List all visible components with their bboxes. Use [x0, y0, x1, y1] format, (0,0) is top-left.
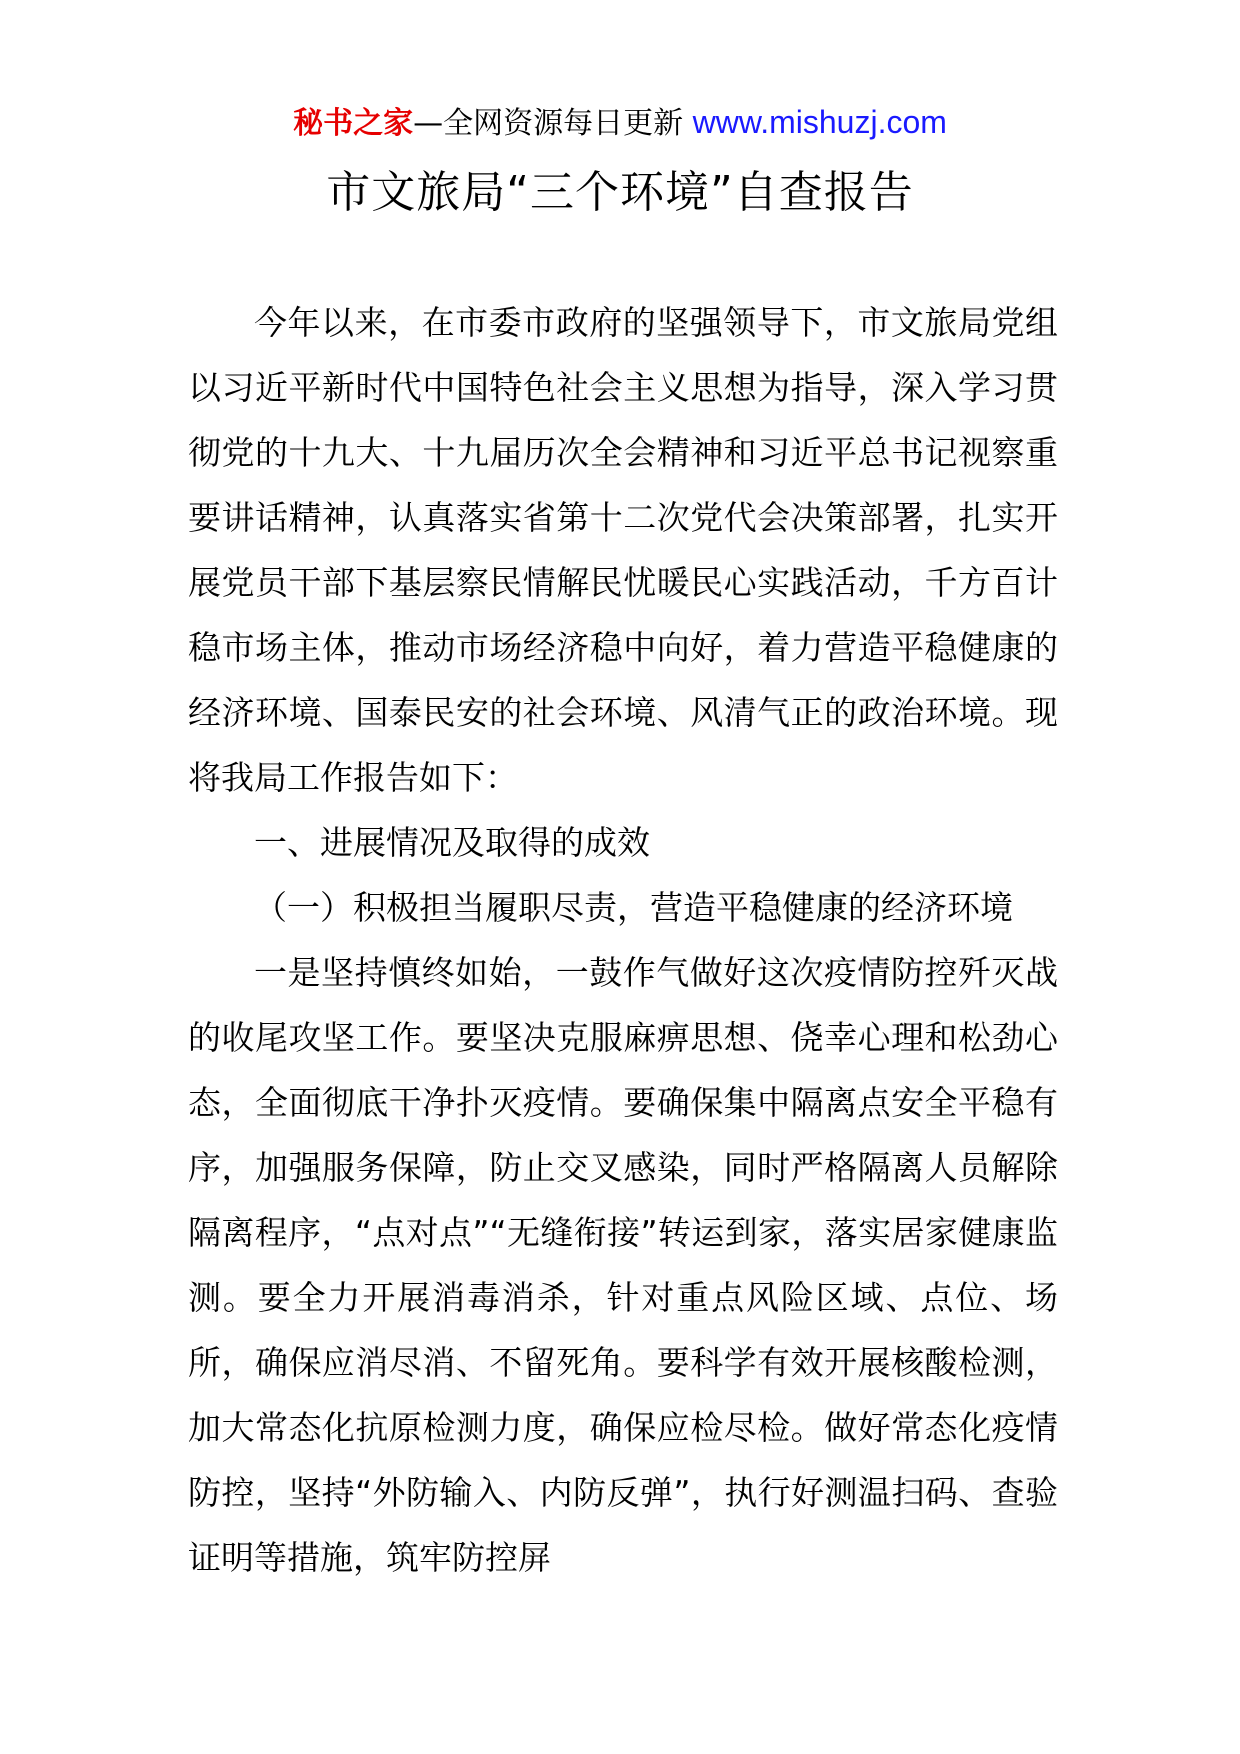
point-paragraph-1: 一是坚持慎终如始，一鼓作气做好这次疫情防控歼灭战的收尾攻坚工作。要坚决克服麻痹思想、侥幸心理和松劲心态，全面彻底干净扑灭疫情。要确保集中隔离点安全平稳有序，加强服务保障，防止交叉感染，同时严格隔离人员解除隔离程序，“点对点”“无缝衔接”转运到家，落实居家健康监测。要全力开展消毒消杀，针对重点风险区域、点位、场所，确保应消尽消、不留死角。要科学有效开展核酸检测，加大常态化抗原检测力度，确保应检尽检。做好常态化疫情防控，坚持“外防输入、内防反弹”，执行好测温扫码、查验证明等措施，筑牢防控屏	[188, 953, 1058, 1577]
site-header	[0, 100, 1240, 146]
section-heading-1: 一、进展情况及取得的成效	[254, 823, 650, 862]
site-url-link[interactable]: www.mishuzj.com	[692, 104, 947, 140]
document-body	[188, 290, 1058, 1590]
brand-name: 秘书之家	[293, 106, 414, 141]
header-slogan: —全网资源每日更新	[413, 106, 684, 141]
document-title: 市文旅局“三个环境”自查报告	[326, 167, 914, 218]
intro-paragraph: 今年以来，在市委市政府的坚强领导下，市文旅局党组以习近平新时代中国特色社会主义思想为指导，深入学习贯彻党的十九大、十九届历次全会精神和习近平总书记视察重要讲话精神，认真落实省第十二次党代会决策部署，扎实开展党员干部下基层察民情解民忧暖民心实践活动，千方百计稳市场主体，推动市场经济稳中向好，着力营造平稳健康的经济环境、国泰民安的社会环境、风清气正的政治环境。现将我局工作报告如下：	[188, 303, 1058, 797]
subsection-heading-1: （一）积极担当履职尽责，营造平稳健康的经济环境	[254, 888, 1013, 927]
